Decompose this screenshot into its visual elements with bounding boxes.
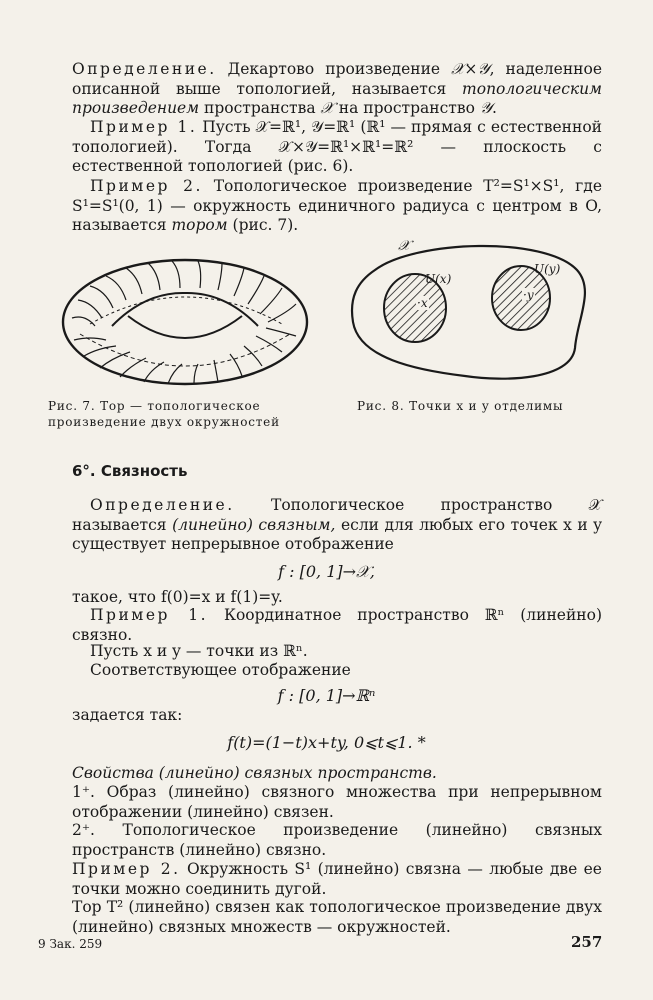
property-1: 1⁺. Образ (линейно) связного множества при непрерывном отображении (линейно) связен. [72,783,602,821]
path-endpoints: такое, что f(0)=x и f(1)=y. [72,588,283,606]
formula-map-rn: f : [0, 1]→ℝⁿ [277,686,376,705]
example-plane: Пример 1. Пусть 𝒳=ℝ¹, 𝒴=ℝ¹ (ℝ¹ — прямая с естественной топологией). Тогда 𝒳×𝒴=ℝ¹×ℝ¹=ℝ² — плоскость с естественной топологией (рис. 6). [72,118,602,175]
example-rn-connected: Пример 1. Координатное пространство ℝⁿ (линейно) связно. [72,606,602,644]
example-torus: Пример 2. Топологическое произведение T²=S¹×S¹, где S¹=S¹(0, 1) — окружность единичного радиуса с центром в O, называется тором (рис. 7). [72,177,602,234]
section-heading: 6°. Связность [72,462,188,480]
fig8-x-label: ·x [417,296,428,310]
print-signature: 9 Зак. 259 [38,937,103,951]
torus-connected: Тор T² (линейно) связен как топологическое произведение двух (линейно) связных множеств — окружностей. [72,898,602,936]
torus-figure [50,248,320,393]
page-number: 257 [571,933,603,951]
example-circle-connected: Пример 2. Окружность S¹ (линейно) связна — любые две ее точки можно соединить дугой. [72,860,602,898]
hausdorff-figure [345,230,590,395]
formula-linear-path: f(t)=(1−t)x+ty, 0⩽t⩽1. * [227,733,426,752]
formula-path: f : [0, 1]→𝒳, [278,562,375,581]
property-2: 2⁺. Топологическое произведение (линейно) связных пространств (линейно) связно. [72,821,602,859]
fig8-space-label: 𝒳 [398,238,411,254]
fig8-y-label: ·y [523,288,534,302]
figure-7-caption: Рис. 7. Тор — топологическое произведение двух окружностей [48,399,280,429]
figure-8-caption: Рис. 8. Точки x и y отделимы [357,399,564,413]
fig8-uy-label: U(y) [534,262,561,276]
corresponding-map: Соответствующее отображение [90,661,351,679]
fig8-ux-label: U(x) [425,272,452,286]
definition-connected: Определение. Топологическое пространство 𝒳 называется (линейно) связным, если для любых его точек x и y существует непрерывное отображение [72,496,603,553]
let-points: Пусть x и y — точки из ℝⁿ. [90,642,308,660]
definition-product: Определение. Декартово произведение 𝒳×𝒴, наделенное описанной выше топологией, называется топологическим произведением пространства 𝒳 на пространство 𝒴. [72,60,602,117]
properties-heading: Свойства (линейно) связных пространств. [72,764,437,782]
given-by: задается так: [72,706,183,724]
